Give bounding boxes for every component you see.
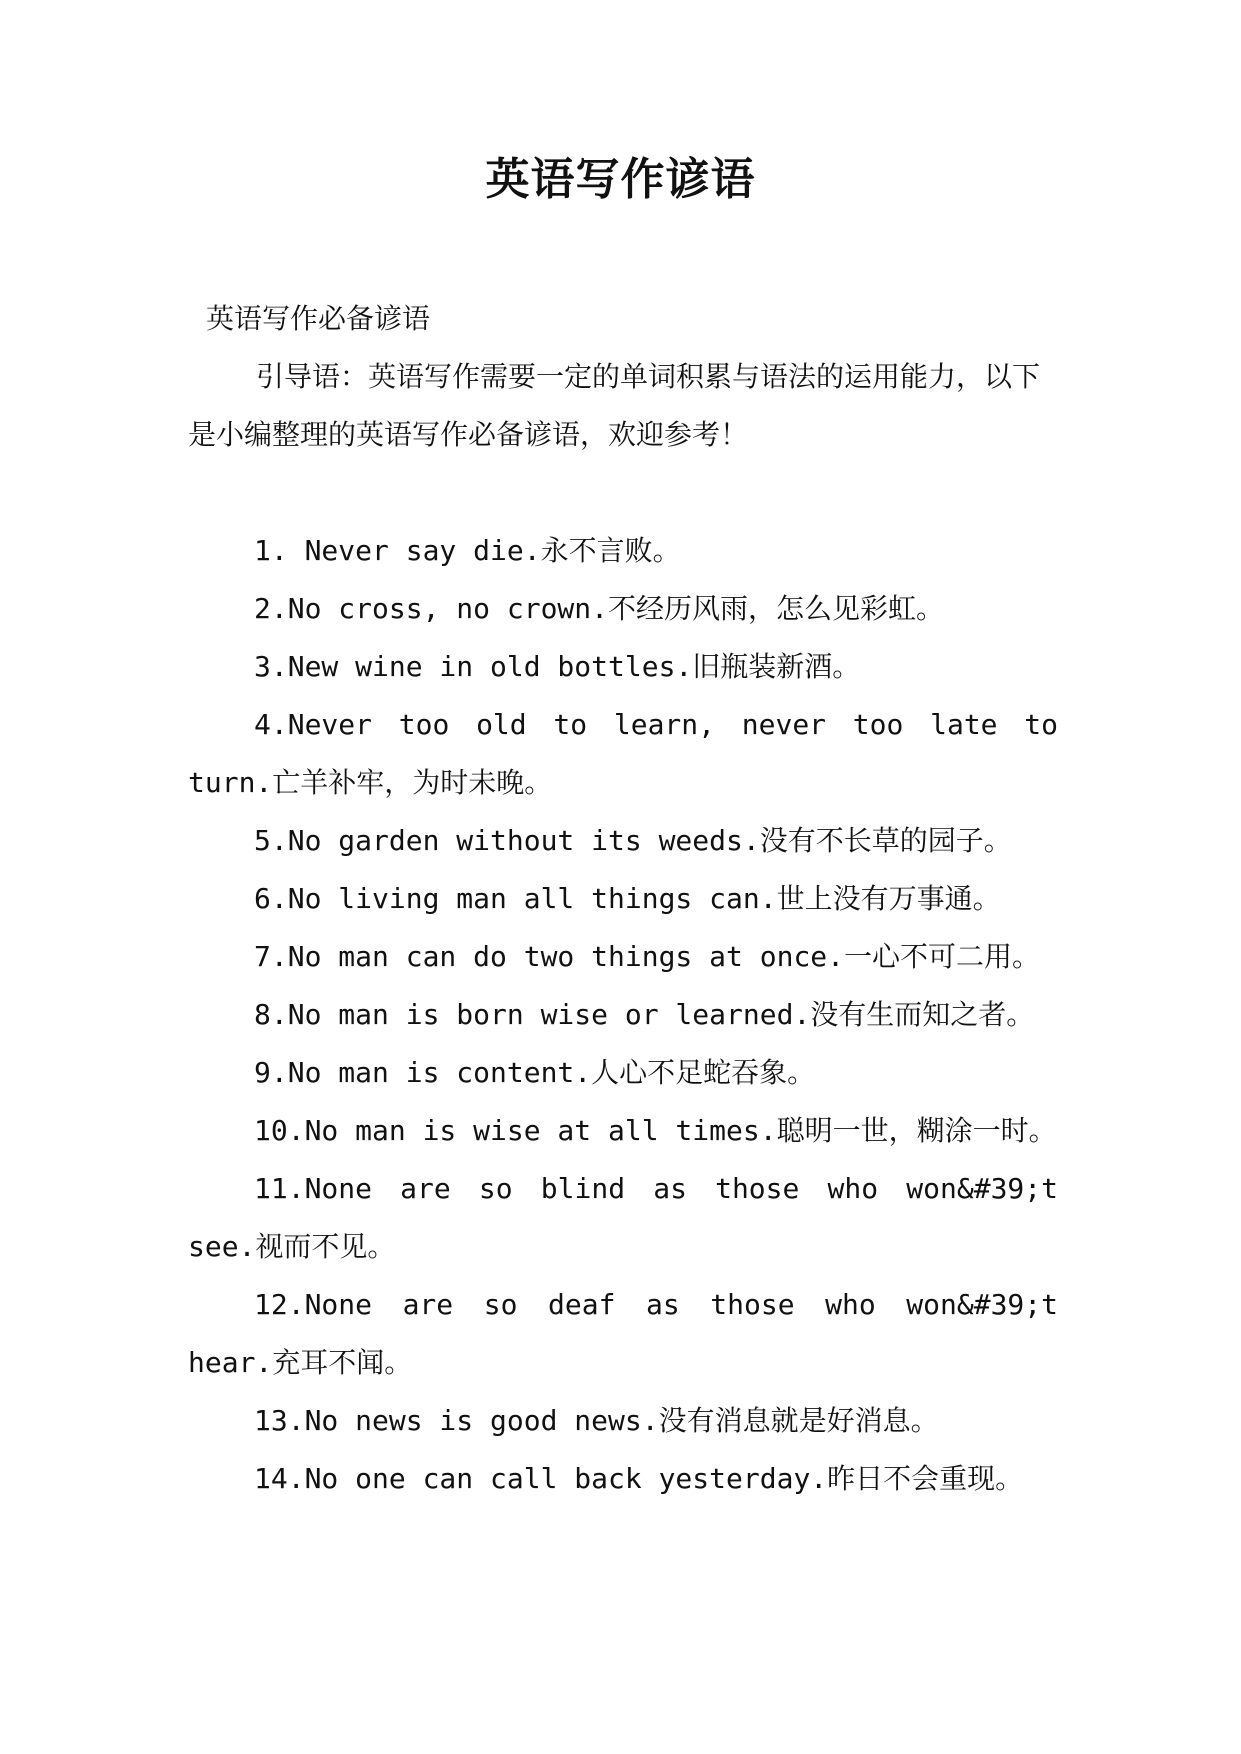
proverb-item-14: 14.No one can call back yesterday.昨日不会重现。: [254, 1462, 1024, 1495]
proverb-item-4: 4.Never too old to learn, never too late to turn.亡羊补牢，为时未晚。: [188, 708, 1058, 799]
proverb-item-6: 6.No living man all things can.世上没有万事通。: [254, 882, 1001, 915]
document-title: 英语写作谚语: [485, 154, 756, 205]
document-body: [188, 290, 1058, 1508]
proverb-item-9: 9.No man is content.人心不足蛇吞象。: [254, 1056, 816, 1089]
proverb-item-2: 2.No cross, no crown.不经历风雨，怎么见彩虹。: [254, 592, 945, 625]
proverb-item-5: 5.No garden without its weeds.没有不长草的园子。: [254, 824, 1012, 857]
section-subtitle: 英语写作必备谚语: [206, 302, 431, 335]
intro-paragraph: 引导语：英语写作需要一定的单词积累与语法的运用能力，以下是小编整理的英语写作必备谚语，欢迎参考！: [188, 360, 1041, 451]
proverb-item-7: 7.No man can do two things at once.一心不可二用。: [254, 940, 1041, 973]
proverb-item-11: 11.None are so blind as those who won&#39;t see.视而不见。: [188, 1172, 1058, 1263]
proverb-item-1: 1. Never say die.永不言败。: [254, 534, 681, 567]
proverb-item-13: 13.No news is good news.没有消息就是好消息。: [254, 1404, 939, 1437]
paragraph-spacer: [188, 464, 1058, 522]
proverb-item-12: 12.None are so deaf as those who won&#39;t hear.充耳不闻。: [188, 1288, 1058, 1379]
proverb-item-10: 10.No man is wise at all times.聪明一世，糊涂一时。: [254, 1114, 1057, 1147]
proverb-item-8: 8.No man is born wise or learned.没有生而知之者。: [254, 998, 1035, 1031]
proverb-item-3: 3.New wine in old bottles.旧瓶装新酒。: [254, 650, 861, 683]
